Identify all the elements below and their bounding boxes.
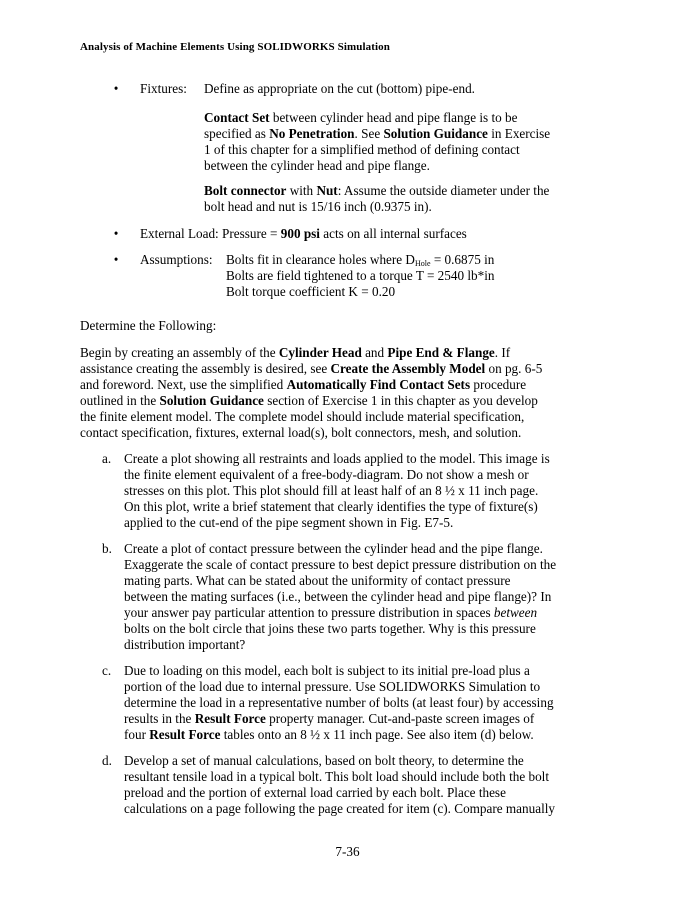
contact-set-line-3: 1 of this chapter for a simplified method of defining contact xyxy=(204,142,520,157)
item-d-line-2: resultant tensile load in a typical bolt. This bolt load should include both the bolt xyxy=(124,769,549,784)
assumption-line-1: Bolts fit in clearance holes where $D_{Hole} = 0.6875$ in xyxy=(226,252,495,268)
intro-line-1: Begin by creating an assembly of the Cylinder Head and Pipe End & Flange. If xyxy=(80,345,511,360)
assumptions-label: Assumptions: xyxy=(140,252,213,267)
fixtures-label: Fixtures: xyxy=(140,81,187,96)
bullet-dot: • xyxy=(113,81,119,96)
item-b-letter: b. xyxy=(102,541,112,556)
contact-set-line-4: between the cylinder head and pipe flange. xyxy=(204,158,430,173)
contact-set-line-1: Contact Set between cylinder head and pipe flange is to be xyxy=(204,110,518,125)
item-a-line-2: the finite element equivalent of a free-body-diagram. Do not show a mesh or xyxy=(124,467,529,482)
item-a-line-4: On this plot, write a brief statement that clearly identifies the type of fixture(s) xyxy=(124,499,538,514)
item-a-line-5: applied to the cut-end of the pipe segment shown in Fig. E7-5. xyxy=(124,515,454,530)
item-c-letter: c. xyxy=(102,663,112,678)
assumption-line-2: Bolts are field tightened to a torque T = 2540 lb*in xyxy=(226,268,495,283)
item-b-line-6: bolts on the bolt circle that joins these two parts together. Why is this pressure xyxy=(124,621,536,636)
item-b-line-4: between the mating surfaces (i.e., between the cylinder head and pipe flange)? In xyxy=(124,589,552,604)
contact-set-line-2: specified as No Penetration. See Solution Guidance in Exercise xyxy=(204,126,551,141)
intro-line-6: contact specification, fixtures, external load(s), bolt connectors, mesh, and solution. xyxy=(80,425,522,440)
item-d-line-3: preload and the portion of external load carried by each bolt. Place these xyxy=(124,785,506,800)
item-b-line-2: Exaggerate the scale of contact pressure to best depict pressure distribution on the xyxy=(124,557,557,572)
item-a-line-1: Create a plot showing all restraints and loads applied to the model. This image is xyxy=(124,451,550,466)
item-b-line-1: Create a plot of contact pressure between the cylinder head and the pipe flange. xyxy=(124,541,543,556)
fixtures-text: Define as appropriate on the cut (bottom) pipe-end. xyxy=(204,81,475,96)
item-a-letter: a. xyxy=(102,451,112,466)
intro-line-3: and foreword. Next, use the simplified Automatically Find Contact Sets procedure xyxy=(80,377,527,392)
intro-line-2: assistance creating the assembly is desired, see Create the Assembly Model on pg. 6-5 xyxy=(80,361,543,376)
item-d-line-1: Develop a set of manual calculations, based on bolt theory, to determine the xyxy=(124,753,524,768)
item-c-line-4: results in the Result Force property manager. Cut-and-paste screen images of xyxy=(124,711,535,726)
intro-line-5: the finite element model. The complete model should include material specification, xyxy=(80,409,525,424)
bullet-dot: • xyxy=(113,226,119,241)
intro-line-4: outlined in the Solution Guidance section of Exercise 1 in this chapter as you develop xyxy=(80,393,538,408)
item-c-line-3: determine the load in a representative number of bolts (at least four) by accessing xyxy=(124,695,554,710)
item-c-line-2: portion of the load due to internal pressure. Use SOLIDWORKS Simulation to xyxy=(124,679,541,694)
item-b-line-7: distribution important? xyxy=(124,637,246,652)
item-d-line-4: calculations on a page following the page created for item (c). Compare manually xyxy=(124,801,555,816)
item-b-line-5: your answer pay particular attention to pressure distribution in spaces between xyxy=(124,605,538,620)
bolt-connector-line-2: bolt head and nut is 15/16 inch (0.9375 in). xyxy=(204,199,432,214)
bolt-connector-line-1: Bolt connector with Nut: Assume the outside diameter under the xyxy=(204,183,550,198)
item-c-line-5: four Result Force tables onto an 8 ½ x 11 inch page. See also item (d) below. xyxy=(124,727,534,742)
item-b-line-3: mating parts. What can be stated about the uniformity of contact pressure xyxy=(124,573,511,588)
bullet-dot: • xyxy=(113,252,119,267)
page-number: 7-36 xyxy=(335,844,360,859)
external-load-line: External Load: Pressure = 900 psi acts on all internal surfaces xyxy=(140,226,467,241)
item-c-line-1: Due to loading on this model, each bolt is subject to its initial pre-load plus a xyxy=(124,663,530,678)
determine-heading: Determine the Following: xyxy=(80,318,217,333)
item-d-letter: d. xyxy=(102,753,112,768)
assumption-line-3: Bolt torque coefficient K = 0.20 xyxy=(226,284,396,299)
item-a-line-3: stresses on this plot. This plot should fill at least half of an 8 ½ x 11 inch page. xyxy=(124,483,539,498)
running-header: Analysis of Machine Elements Using SOLIDWORKS Simulation xyxy=(80,41,390,53)
